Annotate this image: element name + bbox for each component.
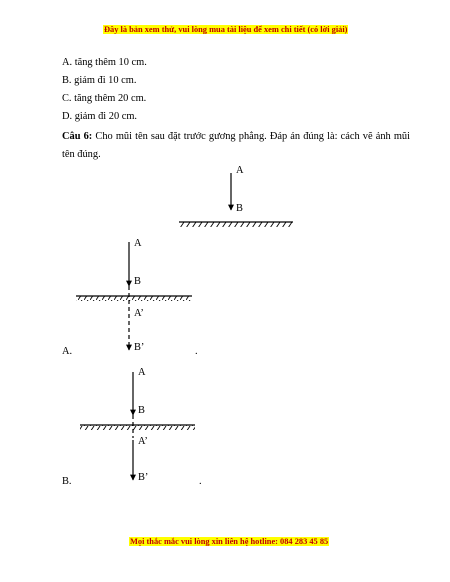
answer-a-letter: A. xyxy=(62,346,73,357)
label-b-image: B’ xyxy=(134,342,145,353)
mirror-hatching xyxy=(76,296,192,301)
label-a-image: A’ xyxy=(134,308,144,319)
answer-b-trailing: . xyxy=(199,476,202,487)
answer-b-letter: B. xyxy=(62,476,72,487)
mirror-hatching xyxy=(80,425,195,430)
footer-notice: Mọi thắc mắc vui lòng xin liên hệ hotline: 084 283 45 85 xyxy=(130,537,329,546)
label-a: A xyxy=(134,238,142,249)
label-a: A xyxy=(236,165,244,176)
answer-a-trailing: . xyxy=(195,346,198,357)
label-b-image: B’ xyxy=(138,472,149,483)
mirror-hatching xyxy=(179,222,293,227)
label-b: B xyxy=(138,405,145,416)
label-b: B xyxy=(236,203,243,214)
question-number: Câu 6: xyxy=(62,131,93,142)
figure-a xyxy=(76,242,192,350)
header-notice: Đây là bản xem thử, vui lòng mua tài liệu để xem chi tiết (có lời giải) xyxy=(104,25,348,34)
label-b: B xyxy=(134,276,141,287)
option-a-prev: A. tăng thêm 10 cm. xyxy=(62,57,147,68)
label-a-image: A’ xyxy=(138,436,148,447)
label-a: A xyxy=(138,367,146,378)
option-d-prev: D. giảm đi 20 cm. xyxy=(62,111,138,122)
question-text: Cho mũi tên sau đặt trước gương phẳng. Đáp án đúng là: cách vẽ ảnh mũi tên đúng. xyxy=(62,131,410,160)
option-c-prev: C. tăng thêm 20 cm. xyxy=(62,93,147,104)
option-b-prev: B. giảm đi 10 cm. xyxy=(62,75,137,86)
question-figure xyxy=(179,173,293,227)
figure-b xyxy=(80,372,195,480)
